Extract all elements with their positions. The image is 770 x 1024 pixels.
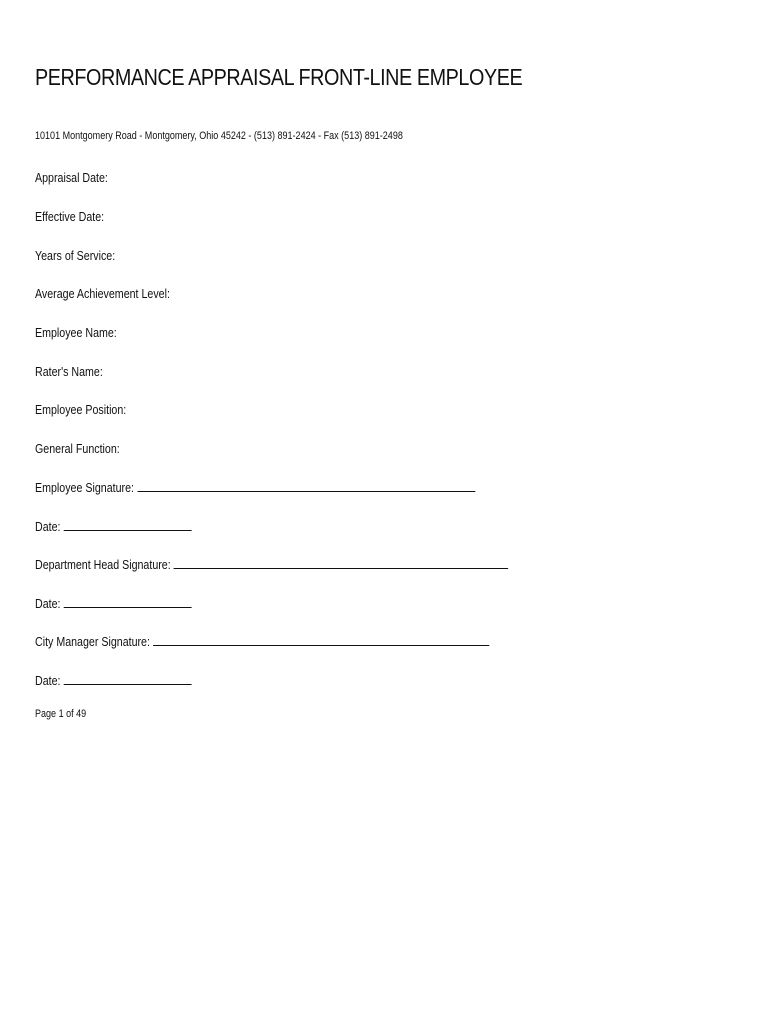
city-manager-signature-line[interactable] bbox=[153, 633, 489, 646]
employee-signature-label: Employee Signature: bbox=[35, 480, 134, 495]
general-function-field[interactable] bbox=[35, 441, 120, 456]
average-achievement-level-field[interactable] bbox=[35, 286, 170, 301]
employee-signature-line[interactable] bbox=[137, 479, 475, 492]
employee-name-label: Employee Name: bbox=[35, 325, 117, 340]
average-achievement-level-label: Average Achievement Level: bbox=[35, 286, 170, 301]
raters-name-field[interactable] bbox=[35, 364, 103, 379]
employee-date-field bbox=[35, 518, 192, 534]
effective-date-label: Effective Date: bbox=[35, 209, 105, 224]
employee-signature-field bbox=[35, 479, 475, 495]
employee-position-field[interactable] bbox=[35, 402, 126, 417]
employee-name-field[interactable] bbox=[35, 325, 117, 340]
department-head-date-label: Date: bbox=[35, 596, 61, 611]
department-head-date-field bbox=[35, 595, 192, 611]
employee-date-label: Date: bbox=[35, 519, 61, 534]
employee-date-line[interactable] bbox=[64, 518, 192, 531]
page-indicator: Page 1 of 49 bbox=[35, 708, 87, 720]
city-manager-date-line[interactable] bbox=[64, 672, 192, 685]
document-title: PERFORMANCE APPRAISAL FRONT-LINE EMPLOYEE bbox=[35, 64, 523, 90]
department-head-signature-field bbox=[35, 556, 509, 572]
effective-date-field[interactable] bbox=[35, 209, 104, 224]
appraisal-date-field[interactable] bbox=[35, 170, 108, 185]
general-function-label: General Function: bbox=[35, 441, 120, 456]
employee-position-label: Employee Position: bbox=[35, 402, 127, 417]
department-head-signature-line[interactable] bbox=[174, 556, 509, 569]
city-manager-signature-field bbox=[35, 633, 489, 649]
address-line: 10101 Montgomery Road - Montgomery, Ohio 45242 - (513) 891-2424 - Fax (513) 891-2498 bbox=[35, 130, 403, 142]
city-manager-date-field bbox=[35, 672, 192, 688]
department-head-signature-label: Department Head Signature: bbox=[35, 557, 171, 572]
city-manager-date-label: Date: bbox=[35, 673, 61, 688]
years-of-service-label: Years of Service: bbox=[35, 248, 116, 263]
raters-name-label: Rater's Name: bbox=[35, 364, 103, 379]
years-of-service-field[interactable] bbox=[35, 248, 115, 263]
department-head-date-line[interactable] bbox=[64, 595, 192, 608]
appraisal-date-label: Appraisal Date: bbox=[35, 170, 108, 185]
city-manager-signature-label: City Manager Signature: bbox=[35, 634, 150, 649]
